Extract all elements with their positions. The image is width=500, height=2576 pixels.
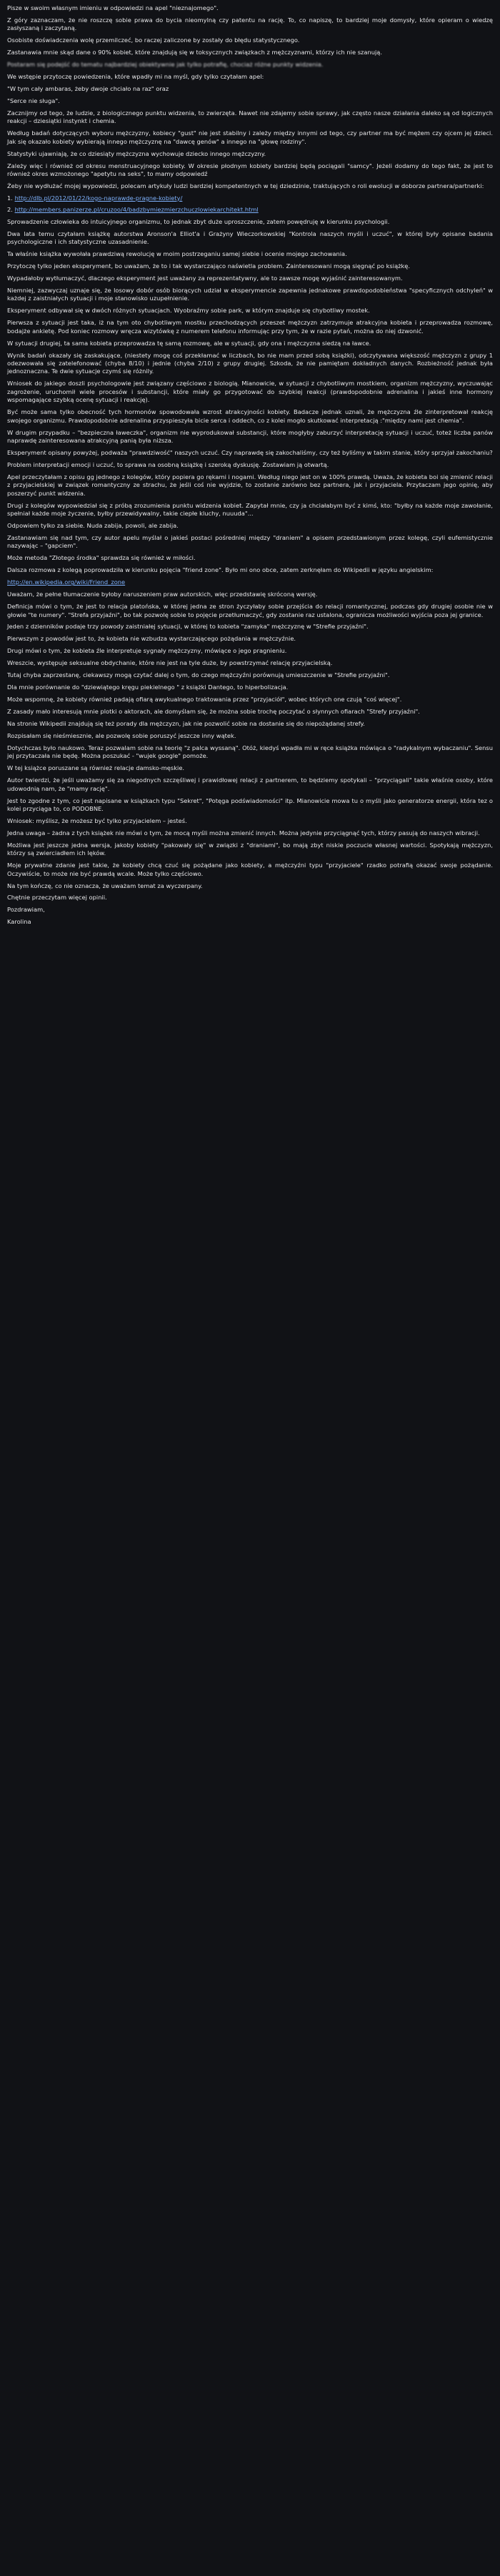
paragraph: Niemniej, zazwyczaj uznaje się, że losowy dobór osób biorących udział w eksperymencie zapewnia jednakowe prawdopodobieństwa "specyficznych odchyleń" w każdej z zaistniałych sytuacji i moje stanowisko uzupełnienie. [7, 286, 493, 302]
paragraph: Pisze w swoim własnym imieniu w odpowiedzi na apel "nieznajomego". [7, 4, 219, 11]
paragraph: Przytoczę tylko jeden eksperyment, bo uważam, że to i tak wystarczająco naświetla problem. Zainteresowani mogą sięgnąć po książkę. [7, 262, 411, 270]
paragraph: Żeby nie wydłużać mojej wypowiedzi, polecam artykuły ludzi bardziej kompetentnych w tej dziedzinie, traktujących o roli ewolucji w doborze partnera/partnerki: [7, 182, 484, 189]
paragraph: Dalsza rozmowa z kolegą poprowadziła w kierunku pojęcia "friend zone". Było mi ono obce, zatem zerknęłam do Wikipedii w języku angielskim: [7, 566, 434, 574]
paragraph: Możliwa jest jeszcze jedna wersja, jakoby kobiety "pakowały się" w związki z "draniami", bo mają zbyt niskie poczucie własnej wartości. Spotykają mężczyzn, którzy są zwierciadłem ich lęków. [7, 841, 493, 857]
paragraph: Na tym kończę, co nie oznacza, że uważam temat za wyczerpany. [7, 882, 203, 889]
paragraph: Z zasady mało interesują mnie plotki o aktorach, ale domyślam się, że można sobie trochę poczytać o słynnych ofiarach "Strefy przyjaźni". [7, 708, 420, 715]
paragraph: Wreszcie, występuje seksualne obdychanie, które nie jest na tyle duże, by powstrzymać relację przyjacielską. [7, 659, 333, 667]
document-body [7, 4, 493, 927]
reference-link[interactable]: http://dlb.pl/2012/01/22/kogo-naprawde-pragne-kobiety/ [14, 194, 183, 202]
paragraph: Ta właśnie książka wywołała prawdziwą rewolucję w moim postrzeganiu samej siebie i ocenie mojego zachowania. [7, 250, 347, 258]
paragraph: Karolina [7, 918, 31, 926]
reference-number: 1. [7, 194, 13, 202]
paragraph: Odpowiem tylko za siebie. Nuda zabija, powoli, ale zabija. [7, 522, 179, 529]
paragraph: Osobiste doświadczenia wolę przemilczeć, bo raczej zaliczone by zostały do błędu statystycznego. [7, 36, 300, 44]
paragraph: "Serce nie sługa". [7, 97, 60, 104]
paragraph: Autor twierdzi, że jeśli uważamy się za niegodnych szczęśliwej i prawidłowej relacji z partnerem, to będziemy spotykali – "przyciągali" takie właśnie osoby, które udowodnią nam, że "mamy rację". [7, 776, 493, 792]
paragraph: W tej książce poruszane są również relacje damsko-męskie. [7, 764, 185, 772]
reference-number: 2. [7, 206, 13, 214]
paragraph: Zastanawiam się nad tym, czy autor apelu myślał o jakieś postaci pośredniej między "draniem" a opisem przedstawionym przez kolegę, czyli eufemistycznie nazywając – "gapciem". [7, 533, 493, 550]
external-link[interactable]: http://en.wikipedia.org/wiki/Friend_zone [7, 578, 126, 586]
paragraph: Może wspomnę, że kobiety również padają ofiarą awykualnego traktowania przez "przyjaciół", wobec których one czują "coś więcej". [7, 696, 402, 704]
reference-item [7, 194, 493, 202]
paragraph: Pozdrawiam, [7, 906, 45, 914]
paragraph: Pierwsza z sytuacji jest taka, iż na tym oto chybotliwym mostku przechodzących przeszet mężczyzn zatrzymuje atrakcyjna kobieta i przeprowadza rozmowę, bodajże ankietę. Pod koniec rozmowy wręcza wizytówkę z numerem telefonu informując przy tym, że w razie pytań, można do niej dzwonić. [7, 319, 493, 335]
paragraph: Wniosek do jakiego doszli psychologowie jest związany częściowo z biologią. Mianowicie, w sytuacji z chybotliwym mostkiem, organizm mężczyzny, wyczuwając zagrożenie, uruchomił wiele procesów i substancji, które miały go przygotować do szybkiej reakcji (prawdopodobnie adrenalina i jakieś inne hormony wspomagające szybką ocenę sytuacji i reakcję). [7, 380, 493, 404]
paragraph: Sprowadzenie człowieka do intuicyjnego organizmu, to jednak zbyt duże uproszczenie, zatem powędruję w kierunku psychologii. [7, 217, 390, 225]
paragraph: Rozpisałam się nieśmiesznie, ale pozwolę sobie poruszyć jeszcze inny wątek. [7, 731, 236, 739]
paragraph: Eksperyment opisany powyżej, podważa "prawdziwość" naszych uczuć. Czy naprawdę się zakochaliśmy, czy też byliśmy w takim stanie, który sprzyjał zakochaniu? [7, 448, 493, 456]
paragraph: Dwa lata temu czytałam książkę autorstwa Aronson'a Elliot'a i Grażyny Wieczorkowskiej "Kontrola naszych myśli i uczuć", w której były opisane badania psychologiczne i ich statystyczne uzasadnienie. [7, 230, 493, 246]
paragraph-link [7, 578, 493, 586]
paragraph: Moje prywatne zdanie jest takie, że kobiety chcą czuć się pożądane jako kobiety, a mężczyźni typu "przyjaciele" rzadko potrafią okazać swoje pożądanie. Oczywiście, to może nie być prawdą wcale. Może tylko częściowo. [7, 862, 493, 877]
paragraph: Może metoda "Złotego środka" sprawdza się również w miłości. [7, 554, 196, 562]
reference-item [7, 206, 493, 214]
paragraph: Wniosek: myślisz, że możesz być tylko przyjacielem – jesteś. [7, 816, 187, 824]
paragraph: Wypadałoby wytłumaczyć, dlaczego eksperyment jest uważany za reprezentatywny, ale to zawsze mogę wyjaśnić zainteresowanym. [7, 275, 403, 282]
paragraph: W drugim przypadku – "bezpieczna ławeczka", organizm nie wyprodukował substancji, które mogłyby zaburzyć interpretację sytuacji i uczuć, toteż liczba panów naprawdę zainteresowana atrakcyjną panią była niższa. [7, 428, 493, 444]
paragraph: Statystyki ujawniają, że co dziesiąty mężczyzna wychowuje dziecko innego mężczyzny. [7, 149, 266, 157]
paragraph: Zacznijmy od tego, że ludzie, z biologicznego punktu widzenia, to zwierzęta. Nawet nie zdajemy sobie sprawy, jak często nasze działania daleko są od logicznych reakcji – dziesiątki instynkt i chemia. [7, 109, 493, 125]
paragraph: Definicja mówi o tym, że jest to relacja platońska, w której jedna ze stron życzyłaby sobie przejścia do relacji romantycznej, podczas gdy drugiej osobie nie w głowie "te numery". "Strefa przyjaźni", bo tak pozwolę sobie to pojęcie przetłumaczyć, gdy zostanie raz ustalona, ogranicza możliwości wyjścia poza jej granice. [7, 603, 493, 618]
paragraph: Tutaj chyba zaprzestanę, ciekawszy mogą czytać dalej o tym, do czego mężczyźni porównują umieszczenie w "Strefie przyjaźni". [7, 671, 390, 679]
paragraph: Zastanawia mnie skąd dane o 90% kobiet, które znajdują się w toksycznych związkach z mężczyznami, którzy ich nie szanują. [7, 49, 383, 56]
paragraph: Uważam, że pełne tłumaczenie byłoby naruszeniem praw autorskich, więc przedstawię skróconą wersję. [7, 591, 318, 598]
paragraph: Apel przeczytałam z opisu gg jednego z kolegów, który popiera go rękami i nogami. Według niego jest on w 100% prawdą. Uważa, że kobieta boi się zmienić relacji z przyjacielskiej w związek romantyczny ze strachu, że jeśli coś nie wyjdzie, to zostanie zarówno bez partnera, jak i przyjaciela. Przytaczam jego opinię, aby poszerzyć punkt widzenia. [7, 473, 493, 497]
paragraph: Dla mnie porównanie do "dziewiątego kręgu piekielnego " z książki Dantego, to hiperbolizacja. [7, 684, 289, 691]
paragraph: Jest to zgodne z tym, co jest napisane w książkach typu "Sekret", "Potęga podświadomości" itp. Mianowicie mowa tu o myśli jako generatorze energii, która tez o kolei przyciąga to, co PODOBNE. [7, 796, 493, 812]
paragraph: Jedna uwaga – żadna z tych książek nie mówi o tym, że mocą myśli można zmienić innych. Można jedynie przyciągnąć tych, którzy pasują do naszych wibracji. [7, 829, 480, 837]
reference-list [7, 194, 493, 202]
paragraph: We wstępie przytoczę powiedzenia, które wpadły mi na myśl, gdy tylko czytałam apel: [7, 73, 264, 81]
paragraph: W sytuacji drugiej, ta sama kobieta przeprowadza tę samą rozmowę, ale w sytuacji, gdy ona i mężczyzna siedzą na ławce. [7, 339, 371, 347]
paragraph: Jeden z dzienników podaje trzy powody zaistniałej sytuacji, w której to kobieta "zamyka" mężczyznę w "Strefie przyjaźni". [7, 623, 369, 631]
paragraph: Postaram się podejść do tematu najbardziej obiektywnie jak tylko potrafię, chociaż różne punkty widzenia. [7, 61, 324, 69]
paragraph: Być może sama tylko obecność tych hormonów spowodowała wzrost atrakcyjności kobiety. Badacze jednak uznali, że mężczyzna źle zinterpretował reakcję swojego organizmu. Prawdopodobnie adrenalina przyspieszyła bicie serca i oddech, co z kolei mogło skutkować interpretacją :"między nami jest chemia". [7, 408, 493, 424]
paragraph: Wynik badań okazały się zaskakujące, (niestety mogę coś przekłamać w liczbach, bo nie mam przed sobą książki), odczytywana większość mężczyzn z grupy 1 odezwowała się zatelefonować (chyba 8/10) i jednie (chyba 2/10) z grupy drugiej. Szkoda, że nie pamiętam dokładnych danych. Rozbieżność jednak była jednoznaczna. Te dwie sytuacje czymś się różnily. [7, 351, 493, 375]
paragraph: Z góry zaznaczam, że nie roszczę sobie prawa do bycia nieomylną czy patentu na rację. To, co napiszę, to bardziej moje domysły, które opieram o wiedzę zasłyszaną i zaczytaną. [7, 16, 493, 32]
paragraph: Drugi z kolegów wypowiedział się z próbą zrozumienia punktu widzenia kobiet. Zapytał mnie, czy ja chciałabym być z kimś, kto: "byłby na każde moje zawołanie, spełniał każde moje życzenie, byłby przewidywalny, takie ciepłe kluchy, nuuuda"... [7, 501, 493, 518]
paragraph: Eksperyment odbywał się w dwóch różnych sytuacjach. Wyobraźmy sobie park, w którym znajduje się chybotliwy mostek. [7, 307, 370, 315]
reference-list [7, 206, 493, 214]
paragraph: Chętnie przeczytam więcej opinii. [7, 894, 107, 902]
paragraph: Zależy więc i również od okresu menstruacyjnego kobiety. W okresie płodnym kobiety bardziej będą pociągali "samcy". Jeżeli dodamy do tego fakt, że jest to również okres wzmożonego "apetytu na seks", to mamy odpowiedź [7, 162, 493, 178]
paragraph: "W tym cały ambaras, żeby dwoje chciało na raz" oraz [7, 85, 169, 93]
paragraph: Drugi mówi o tym, że kobieta źle interpretuje sygnały mężczyzny, mówiące o jego pragnieniu. [7, 647, 287, 655]
paragraph: Pierwszym z powodów jest to, że kobieta nie wzbudza wystarczającego pożądania w mężczyźnie. [7, 635, 296, 643]
paragraph: Na stronie Wikipedii znajdują się też porady dla mężczyzn, jak nie pozwolić sobie na dostanie się do niepożądanej strefy. [7, 719, 365, 727]
paragraph: Problem interpretacji emocji i uczuć, to sprawa na osobną książkę i szeroką dyskusję. Zostawiam ją otwartą. [7, 460, 329, 468]
paragraph: Według badań dotyczących wyboru mężczyzny, kobiecy "gust" nie jest stabilny i zależy między innymi od tego, czy partner ma być mężem czy ojcem jej dzieci. Jak się okazało kobiety wybierają innego mężczyznę na "dawcę genów" a innego na "głowę rodziny". [7, 129, 493, 145]
reference-link[interactable]: http://members.panizerze.pl/cruzoo/4/badzbymiezmierzchuczlowiekarchitekt.html [14, 206, 259, 214]
paragraph: Dotychczas było naukowo. Teraz pozwalam sobie na teorię "z palca wyssaną". Otóż, kiedyś wpadła mi w ręce książka mówiąca o "radykalnym wybaczaniu". Sensu jej przytaczała nie będę. Można poszukać - "wujek google" pomoże. [7, 744, 493, 760]
